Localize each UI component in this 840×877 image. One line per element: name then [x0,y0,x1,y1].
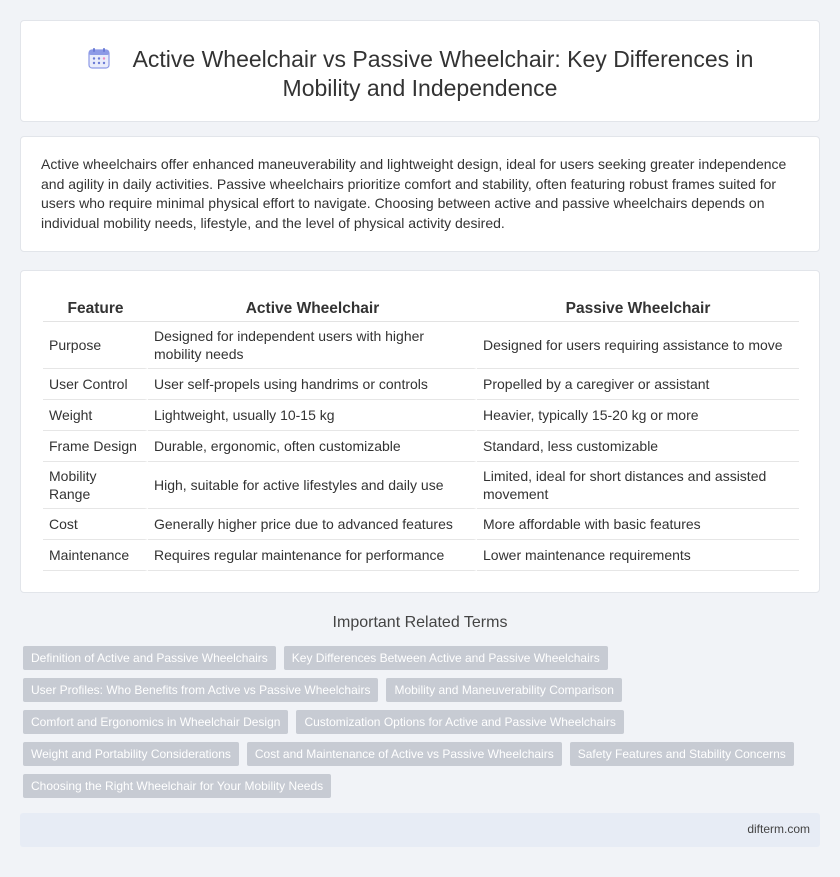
related-term-tag[interactable]: Mobility and Maneuverability Comparison [386,678,621,702]
related-term-tag[interactable]: Choosing the Right Wheelchair for Your Mobility Needs [23,774,331,798]
table-cell: Frame Design [43,431,148,462]
related-term-tag[interactable]: Weight and Portability Considerations [23,742,239,766]
table-cell: Heavier, typically 15-20 kg or more [477,400,799,431]
page-title-text: Active Wheelchair vs Passive Wheelchair: Key Differences in Mobility and Independence [132,46,754,101]
table-cell: Limited, ideal for short distances and assisted movement [477,462,799,509]
table-row [43,462,799,509]
calendar-icon [87,46,111,70]
table-cell: User Control [43,369,148,400]
table-cell: Propelled by a caregiver or assistant [477,369,799,400]
table-header-active: Active Wheelchair [148,293,477,322]
table-row [43,540,799,571]
related-term-tag[interactable]: Key Differences Between Active and Passive Wheelchairs [284,646,608,670]
table-row [43,322,799,369]
related-term-tag[interactable]: Definition of Active and Passive Wheelchairs [23,646,276,670]
related-term-tag[interactable]: User Profiles: Who Benefits from Active vs Passive Wheelchairs [23,678,378,702]
table-row [43,509,799,540]
table-header-passive: Passive Wheelchair [477,293,799,322]
related-term-tag[interactable]: Comfort and Ergonomics in Wheelchair Design [23,710,288,734]
footer [20,813,820,847]
related-terms-title: Important Related Terms [332,614,508,631]
related-terms-list [23,646,823,806]
table-cell: Cost [43,509,148,540]
page-title [61,45,779,103]
table-row [43,369,799,400]
table-cell: Maintenance [43,540,148,571]
header-card [20,20,820,122]
table-cell: Lightweight, usually 10-15 kg [148,400,477,431]
table-cell: Lower maintenance requirements [477,540,799,571]
comparison-table-card [20,270,820,593]
table-cell: Standard, less customizable [477,431,799,462]
intro-card [20,136,820,252]
table-cell: Designed for independent users with higher mobility needs [148,322,477,369]
table-cell: Designed for users requiring assistance to move [477,322,799,369]
table-cell: More affordable with basic features [477,509,799,540]
table-row [43,400,799,431]
comparison-table [43,293,799,571]
table-cell: Generally higher price due to advanced features [148,509,477,540]
related-term-tag[interactable]: Customization Options for Active and Passive Wheelchairs [296,710,623,734]
table-cell: High, suitable for active lifestyles and daily use [148,462,477,509]
table-cell: Weight [43,400,148,431]
footer-site-link[interactable]: difterm.com [747,822,810,836]
table-header-feature: Feature [43,293,148,322]
table-cell: Purpose [43,322,148,369]
table-cell: Mobility Range [43,462,148,509]
related-term-tag[interactable]: Safety Features and Stability Concerns [570,742,794,766]
table-cell: User self-propels using handrims or controls [148,369,477,400]
table-header-row [43,293,799,322]
table-cell: Requires regular maintenance for performance [148,540,477,571]
related-term-tag[interactable]: Cost and Maintenance of Active vs Passive Wheelchairs [247,742,562,766]
table-row [43,431,799,462]
table-cell: Durable, ergonomic, often customizable [148,431,477,462]
intro-text: Active wheelchairs offer enhanced maneuverability and lightweight design, ideal for users seeking greater independence and agility in daily activities. Passive wheelchairs prioritize comfort and stability, often featuring robust frames suited for users who require minimal physical effort to navigate. Choosing between active and passive wheelchairs depends on individual mobility needs, lifestyle, and the level of physical activity desired. [41,156,787,231]
